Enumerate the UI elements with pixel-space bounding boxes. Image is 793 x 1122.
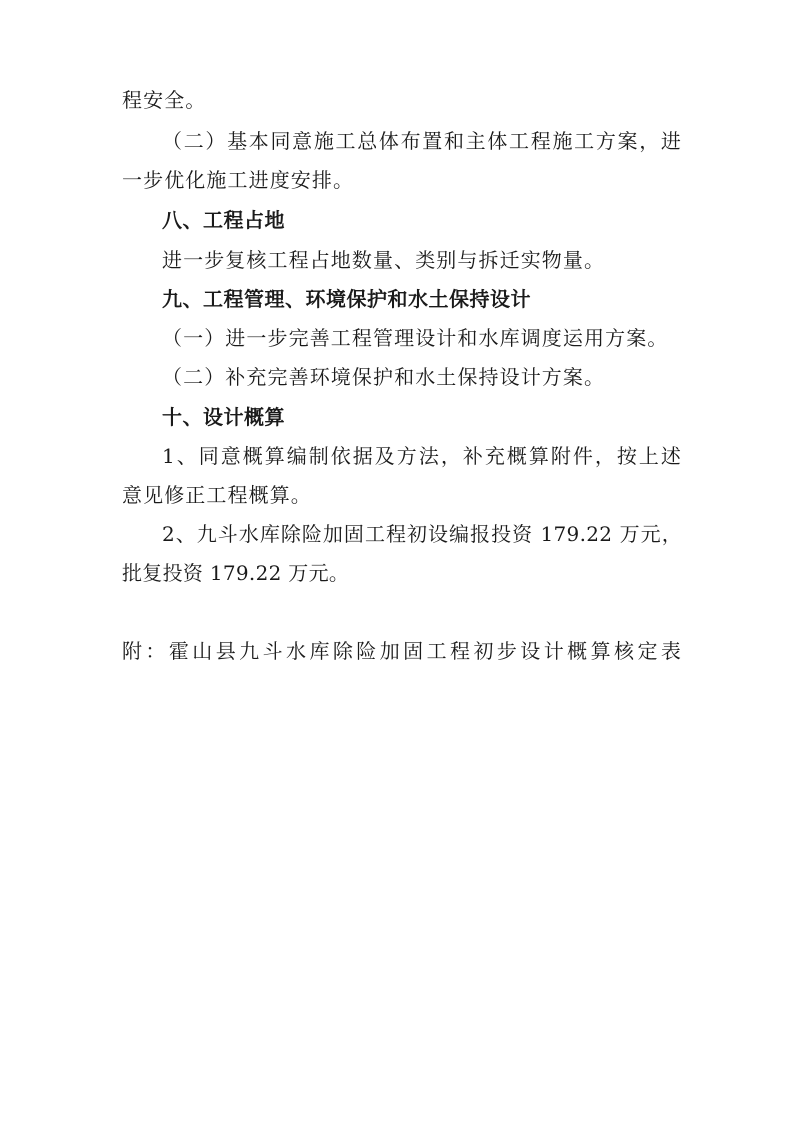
paragraph-line: 1、同意概算编制依据及方法，补充概算附件，按上述: [162, 444, 682, 468]
paragraph-line: 进一步复核工程占地数量、类别与拆迁实物量。: [162, 248, 606, 272]
paragraph-line: 批复投资 179.22 万元。: [122, 561, 350, 585]
paragraph-line: 2、九斗水库除险加固工程初设编报投资 179.22 万元，: [162, 522, 682, 546]
paragraph-line: 意见修正工程概算。: [122, 483, 312, 507]
section-heading: 九、工程管理、环境保护和水土保持设计: [162, 287, 531, 311]
paragraph-line: （二）基本同意施工总体布置和主体工程施工方案，进: [162, 129, 682, 153]
paragraph-line: 程安全。: [122, 88, 207, 112]
paragraph-line: （二）补充完善环境保护和水土保持设计方案。: [162, 365, 606, 389]
paragraph-line: 一步优化施工进度安排。: [122, 168, 355, 192]
attachment-note: 附：霍山县九斗水库除险加固工程初步设计概算核定表: [122, 639, 682, 663]
section-heading: 十、设计概算: [162, 405, 285, 429]
section-heading: 八、工程占地: [162, 208, 285, 232]
paragraph-line: （一）进一步完善工程管理设计和水库调度运用方案。: [162, 326, 669, 350]
